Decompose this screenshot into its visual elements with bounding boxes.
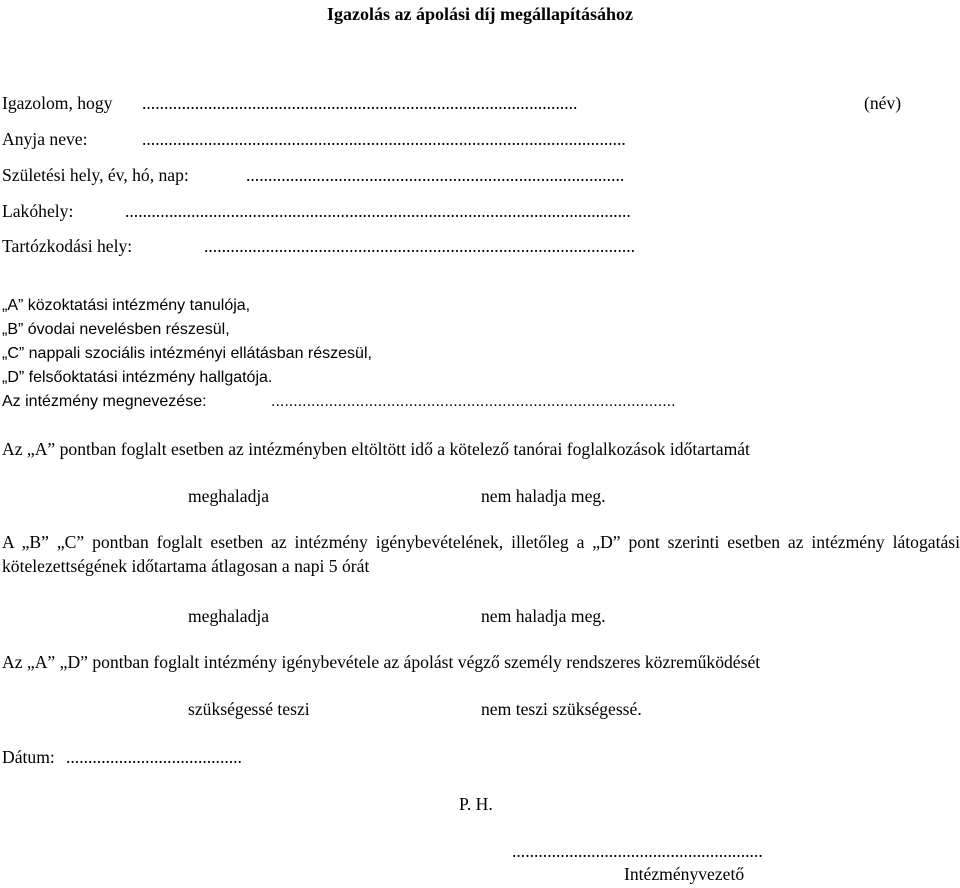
name-field-suffix: (név) xyxy=(864,93,902,113)
stay-dots: .................................................................................................. xyxy=(204,238,636,256)
section-a-option-not-exceeds: nem haladja meg. xyxy=(481,486,606,506)
stay-label: Tartózkodási hely: xyxy=(2,236,133,256)
date-label: Dátum: xyxy=(2,747,55,767)
birth-data-dots: ...................................................................................... xyxy=(246,167,625,185)
section-ad-text: Az „A” „D” pontban foglalt intézmény igénybevétele az ápolást végző személy rendszeres közreműködését xyxy=(2,652,761,672)
option-c: „C” nappali szociális intézményi ellátásban részesül, xyxy=(2,345,372,362)
name-field-dots: ................................................................................................... xyxy=(142,95,578,113)
option-b: „B” óvodai nevelésben részesül, xyxy=(2,321,230,338)
page-title: Igazolás az ápolási díj megállapításához xyxy=(326,4,633,24)
section-a-text: Az „A” pontban foglalt esetben az intézményben eltöltött idő a kötelező tanórai foglalkozások időtartamát xyxy=(2,439,750,459)
section-bcd-option-not-exceeds: nem haladja meg. xyxy=(481,606,606,626)
stamp-place: P. H. xyxy=(459,794,493,814)
signature-line: ......................................................... xyxy=(512,843,763,861)
section-bcd-text: A „B” „C” pontban foglalt esetben az intézmény igénybevételének, illetőleg a „D” pont szerinti esetben az intézmény látogatási kötelezettségének időtartama átlagosan a napi 5 órát xyxy=(2,532,960,576)
section-a-option-exceeds: meghaladja xyxy=(188,486,270,506)
signature-label: Intézményvezető xyxy=(624,864,745,884)
section-bcd-option-exceeds: meghaladja xyxy=(188,606,270,626)
option-a: „A” közoktatási intézmény tanulója, xyxy=(2,297,251,314)
residence-dots: ................................................................................................................... xyxy=(125,203,631,221)
option-d: „D” felsőoktatási intézmény hallgatója. xyxy=(2,369,273,386)
birth-data-label: Születési hely, év, hó, nap: xyxy=(2,165,189,185)
section-ad-option-required: szükségessé teszi xyxy=(188,699,310,719)
date-dots: ........................................ xyxy=(66,749,242,767)
name-field-label: Igazolom, hogy xyxy=(2,93,113,113)
institution-label: Az intézmény megnevezése: xyxy=(2,393,207,410)
section-ad-option-not-required: nem teszi szükségessé. xyxy=(481,699,642,719)
mother-name-dots: .............................................................................................................. xyxy=(142,131,626,149)
institution-dots: ........................................................................................... xyxy=(271,394,676,410)
mother-name-label: Anyja neve: xyxy=(2,129,88,149)
residence-label: Lakóhely: xyxy=(2,201,74,221)
